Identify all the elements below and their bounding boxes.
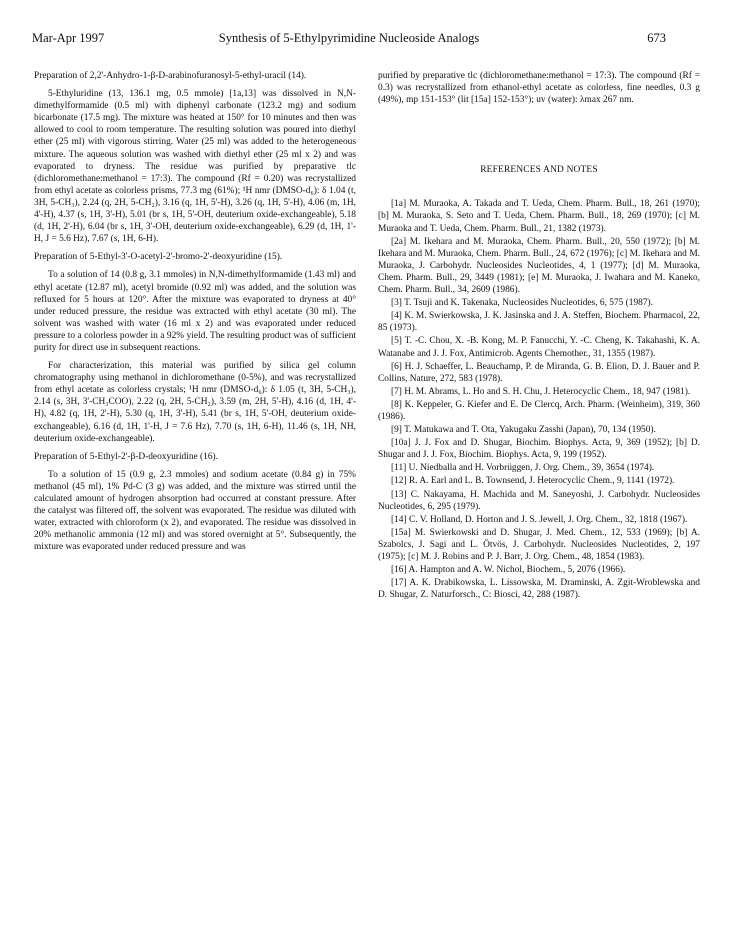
- reference-item: [10a] J. J. Fox and D. Shugar, Biochim. Biophys. Acta, 9, 369 (1952); [b] D. Shugar and J. J. Fox, Biochim. Biophys. Acta, 9, 199 (1952).: [378, 438, 700, 461]
- left-column: [34, 70, 356, 559]
- reference-item: [4] K. M. Swierkowska, J. K. Jasinska and J. A. Steffen, Biochem. Pharmacol, 22, 85 (1973).: [378, 311, 700, 334]
- reference-item: [13] C. Nakayama, H. Machida and M. Saneyoshi, J. Carbohydr. Nucleosides Nucleotides, 6, 295 (1979).: [378, 489, 700, 512]
- paragraph: 5-Ethyluridine (13, 136.1 mg, 0.5 mmole) [1a,13] was dissolved in N,N-dimethylformamide (0.5 ml) with diphenyl carbonate (123.2 mg) and sodium bicarbonate (17.5 mg). The mixture was heated at 150° for 10 minutes and then was allowed to cool to room temperature. The resulting solution was poured into diethyl ether (25 ml) with vigorous stirring. Water (25 ml) was added to the heterogeneous mixture. The aqueous solution was washed with diethyl ether (25 ml x 2) and was evaporated to dryness. The residue was purified by preparative tlc (dichloromethane:methanol = 17:3). The compound (Rf = 0.20) was recrystallized from ethyl acetate as colorless prisms, 77.3 mg (61%); ¹H nmr (DMSO-d₆): δ 1.04 (t, 3H, 5-CH₃), 2.24 (q, 2H, 5-CH₂), 3.16 (q, 1H, 5'-H), 3.26 (q, 1H, 5'-H), 4.06 (m, 1H, 4'-H), 4.37 (s, 1H, 3'-H), 5.01 (br s, 1H, 5'-OH, deuterium oxide-exchangeable), 5.18 (d, 1H, 2'-H), 6.04 (br s, 1H, 3'-OH, deuterium oxide-exchangeable), 6.29 (d, 1H, 1'-H, J = 5.6 Hz), 7.67 (s, 1H, 6-H).: [34, 89, 356, 245]
- reference-item: [14] C. V. Holland, D. Horton and J. S. Jewell, J. Org. Chem., 32, 1818 (1967).: [391, 514, 688, 525]
- references-heading: REFERENCES AND NOTES: [480, 165, 598, 176]
- running-header: [32, 31, 666, 47]
- reference-item: [5] T. -C. Chou, X. -B. Kong, M. P. Fanucchi, Y. -C. Cheng, K. Takahashi, K. A. Watanabe and J. J. Fox, Antimicrob. Agents Chemother., 31, 1355 (1987).: [378, 336, 700, 359]
- section-heading: Preparation of 5-Ethyl-2'-β-D-deoxyuridine (16).: [34, 451, 219, 462]
- paragraph: For characterization, this material was purified by silica gel column chromatography using methanol in dichloromethane (0-5%), and was recrystallized from ethyl acetate as colorless crystals; ¹H nmr (DMSO-d₆): δ 1.05 (t, 3H, 5-CH₃), 2.14 (s, 3H, 3'-CH₃COO), 2.22 (q, 2H, 5-CH₂), 3.59 (m, 2H, 5'-H), 4.16 (d, 1H, 4'-H), 4.82 (q, 1H, 2'-H), 5.30 (q, 1H, 3'-H), 5.41 (br s, 1H, 5'-OH, deuterium oxide-exchangeable), 6.16 (d, 1H, 1'-H, J = 7.6 Hz), 7.70 (s, 1H, 6-H), 11.46 (s, 1H, NH, deuterium oxide-exchangeable).: [34, 361, 356, 444]
- reference-item: [15a] M. Swierkowski and D. Shugar, J. Med. Chem., 12, 533 (1969); [b] A. Szabolcs, J. Sagi and L. Ötvös, J. Carbohydr. Nucleosides Nucleotides, 2, 197 (1975); [c] M. J. Robins and P. J. Barr, J. Org. Chem., 48, 1854 (1983).: [378, 527, 700, 562]
- paragraph: To a solution of 15 (0.9 g, 2.3 mmoles) and sodium acetate (0.84 g) in 75% methanol (45 ml), 1% Pd-C (3 g) was added, and the mixture was stirred until the calculated amount of hydrogen absorption had occurred at constant pressure. After the catalyst was filtered off, the solvent was evaporated. The residue was diluted with water, extracted with chloroform (x 2), and evaporated. The residue was dissolved in 20% methanolic ammonia (12 ml) and was stored overnight at 5°. Subsequently, the mixture was evaporated under reduced pressure and was: [34, 469, 356, 553]
- reference-item: [16] A. Hampton and A. W. Nichol, Biochem., 5, 2076 (1966).: [391, 565, 626, 576]
- reference-item: [3] T. Tsuji and K. Takenaka, Nucleosides Nucleotides, 6, 575 (1987).: [391, 298, 653, 309]
- reference-item: [11] U. Niedballa and H. Vorbrüggen, J. Org. Chem., 39, 3654 (1974).: [391, 463, 655, 474]
- reference-item: [7] H. M. Abrams, L. Ho and S. H. Chu, J. Heterocyclic Chem., 18, 947 (1981).: [391, 386, 691, 397]
- reference-item: [2a] M. Ikehara and M. Muraoka, Chem. Pharm. Bull., 20, 550 (1972); [b] M. Ikehara and M. Muraoka, Chem. Pharm. Bull., 24, 672 (1976); [c] M. Ikehara and M. Muraoka, J. Carbohydr. Nucleosides Nucleotides, 4, 1 (1977); [d] M. Muraoka, Chem. Pharm. Bull., 29, 3449 (1981); [e] M. Muraoka, J. Iwahara and M. Kaneko, Chem. Pharm. Bull., 34, 2609 (1986).: [378, 236, 700, 296]
- section-heading: Preparation of 2,2'-Anhydro-1-β-D-arabinofuranosyl-5-ethyl-uracil (14).: [34, 71, 307, 81]
- paragraph-continuation: purified by preparative tlc (dichloromethane:methanol = 17:3). The compound (Rf = 0.3) was recrystallized from ethanol-ethyl acetate as colorless, fine needles, 0.3 g (49%), mp 151-153° (lit [15a] 152-153°); uv (water): λmax 267 nm.: [378, 71, 700, 106]
- right-column: [378, 70, 700, 602]
- reference-item: [1a] M. Muraoka, A. Takada and T. Ueda, Chem. Pharm. Bull., 18, 261 (1970); [b] M. Muraoka, S. Seto and T. Ueda, Chem. Pharm. Bull., 18, 269 (1970); [c] M. Muraoka and T. Ueda, Chem. Pharm. Bull., 21, 1382 (1973).: [378, 199, 700, 234]
- page-number: 673: [647, 31, 666, 45]
- reference-item: [8] K. Keppeler, G. Kiefer and E. De Clercq, Arch. Pharm. (Weinheim), 319, 360 (1986).: [378, 399, 700, 422]
- reference-item: [9] T. Matukawa and T. Ota, Yakugaku Zasshi (Japan), 70, 134 (1950).: [391, 425, 656, 436]
- reference-item: [6] H. J. Schaeffer, L. Beauchamp, P. de Miranda, G. B. Elion, D. J. Bauer and P. Collins, Nature, 272, 583 (1978).: [378, 361, 700, 384]
- paragraph: To a solution of 14 (0.8 g, 3.1 mmoles) in N,N-dimethylformamide (1.43 ml) and ethyl acetate (12.87 ml), acetyl bromide (0.92 ml) was added, and the solution was refluxed for 5 hours at 120°. After the mixture was evaporated to dryness at 40° under reduced pressure, the residue was extracted with ethyl acetate (30 ml). The solvent was washed with water (16 ml x 2) and was evaporated under reduced pressure to a colorless powder in a 92% yield. The resulting product was of sufficient purity for direct use in subsequent reactions.: [34, 270, 356, 353]
- running-title: Synthesis of 5-Ethylpyrimidine Nucleoside Analogs: [218, 31, 480, 45]
- reference-item: [12] R. A. Earl and L. B. Townsend, J. Heterocyclic Chem., 9, 1141 (1972).: [391, 476, 675, 487]
- section-heading: Preparation of 5-Ethyl-3'-O-acetyl-2'-bromo-2'-deoxyuridine (15).: [34, 252, 283, 263]
- reference-list: [378, 198, 700, 601]
- reference-item: [17] A. K. Drabikowska, L. Lissowska, M. Draminski, A. Zgit-Wroblewska and D. Shugar, Z. Naturforsch., C: Biosci, 42, 288 (1987).: [378, 578, 700, 601]
- issue-date: Mar-Apr 1997: [32, 31, 105, 45]
